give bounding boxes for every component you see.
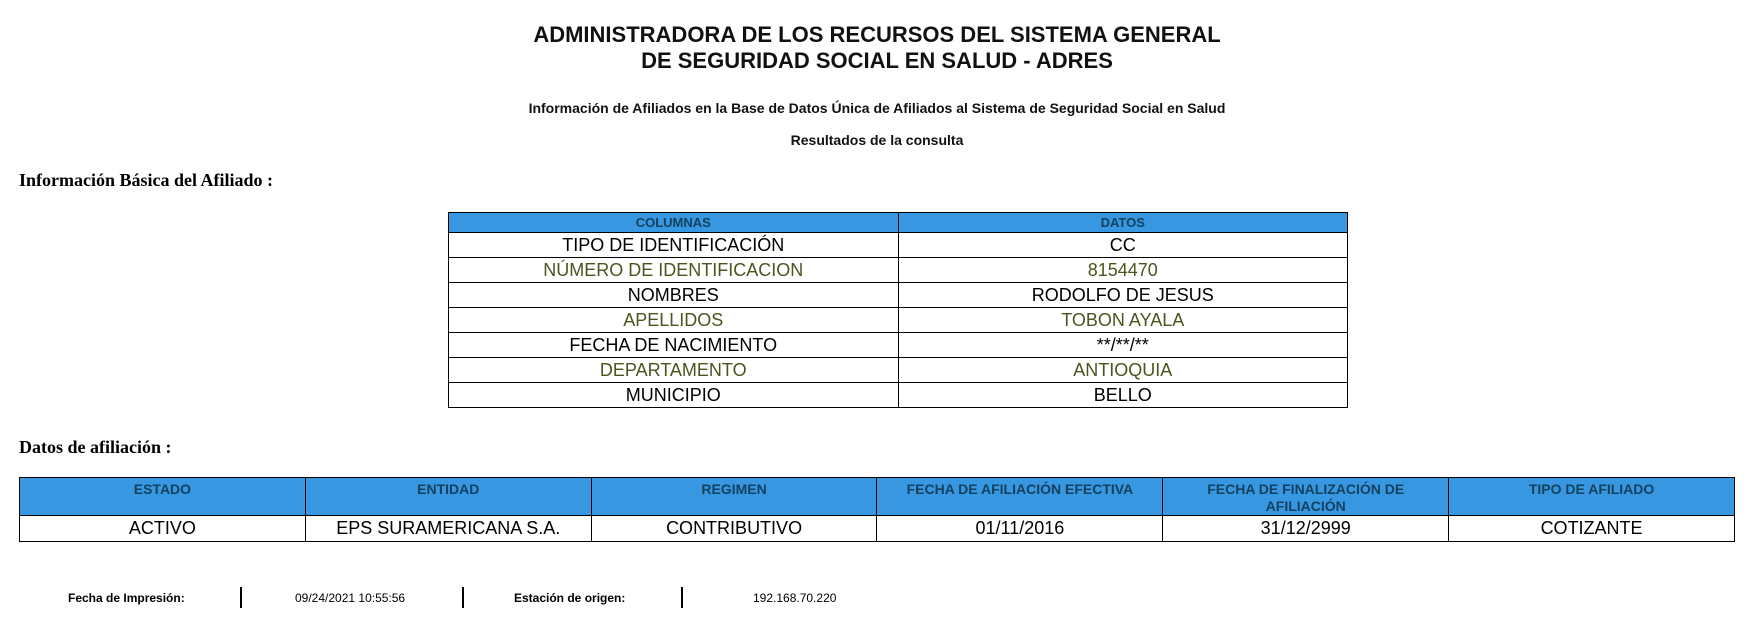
table-row [449, 258, 1348, 283]
cell-entidad: EPS SURAMERICANA S.A. [305, 516, 591, 542]
header-entidad: ENTIDAD [305, 478, 591, 516]
row-value: TOBON AYALA [898, 308, 1348, 333]
cell-fecha-afiliacion: 01/11/2016 [877, 516, 1163, 542]
header-fecha-afiliacion: FECHA DE AFILIACIÓN EFECTIVA [877, 478, 1163, 516]
row-label: APELLIDOS [449, 308, 899, 333]
data-header: DATOS [898, 213, 1348, 233]
footer-divider [462, 587, 464, 608]
print-date-label: Fecha de Impresión: [68, 591, 185, 605]
basic-info-header-row [449, 213, 1348, 233]
table-row [449, 283, 1348, 308]
title-line-2: DE SEGURIDAD SOCIAL EN SALUD - ADRES [641, 48, 1113, 73]
row-value: BELLO [898, 383, 1348, 408]
row-label: NÚMERO DE IDENTIFICACION [449, 258, 899, 283]
title-line-1: ADMINISTRADORA DE LOS RECURSOS DEL SISTEMA GENERAL [533, 22, 1221, 47]
cell-estado: ACTIVO [20, 516, 306, 542]
row-label: TIPO DE IDENTIFICACIÓN [449, 233, 899, 258]
header-regimen: REGIMEN [591, 478, 877, 516]
header-fecha-finalizacion: FECHA DE FINALIZACIÓN DE AFILIACIÓN [1163, 478, 1449, 516]
table-row [449, 308, 1348, 333]
affiliation-table [19, 477, 1735, 542]
header-tipo-afiliado: TIPO DE AFILIADO [1449, 478, 1735, 516]
affiliation-header-row [20, 478, 1735, 516]
cell-regimen: CONTRIBUTIVO [591, 516, 877, 542]
table-row [449, 233, 1348, 258]
cell-tipo-afiliado: COTIZANTE [1449, 516, 1735, 542]
table-row [449, 333, 1348, 358]
cell-fecha-finalizacion: 31/12/2999 [1163, 516, 1449, 542]
columns-header: COLUMNAS [449, 213, 899, 233]
page-subtitle: Información de Afiliados en la Base de Datos Única de Afiliados al Sistema de Seguridad Social en Salud [528, 100, 1226, 116]
station-label: Estación de origen: [514, 591, 626, 605]
station-value: 192.168.70.220 [753, 591, 837, 605]
print-date-value: 09/24/2021 10:55:56 [295, 591, 406, 605]
row-value: **/**/** [898, 333, 1348, 358]
footer-divider [681, 587, 683, 608]
table-row [449, 383, 1348, 408]
row-label: FECHA DE NACIMIENTO [449, 333, 899, 358]
basic-info-heading: Información Básica del Afiliado : [19, 170, 274, 190]
row-value: ANTIOQUIA [898, 358, 1348, 383]
row-value: RODOLFO DE JESUS [898, 283, 1348, 308]
row-value: CC [898, 233, 1348, 258]
table-row [449, 358, 1348, 383]
print-footer [0, 587, 1754, 609]
table-row [20, 516, 1735, 542]
footer-divider [240, 587, 242, 608]
row-label: MUNICIPIO [449, 383, 899, 408]
affiliation-heading: Datos de afiliación : [19, 437, 172, 457]
row-value: 8154470 [898, 258, 1348, 283]
page-title [0, 22, 1754, 74]
row-label: DEPARTAMENTO [449, 358, 899, 383]
basic-info-table [448, 212, 1348, 408]
header-estado: ESTADO [20, 478, 306, 516]
row-label: NOMBRES [449, 283, 899, 308]
results-caption: Resultados de la consulta [790, 132, 964, 148]
